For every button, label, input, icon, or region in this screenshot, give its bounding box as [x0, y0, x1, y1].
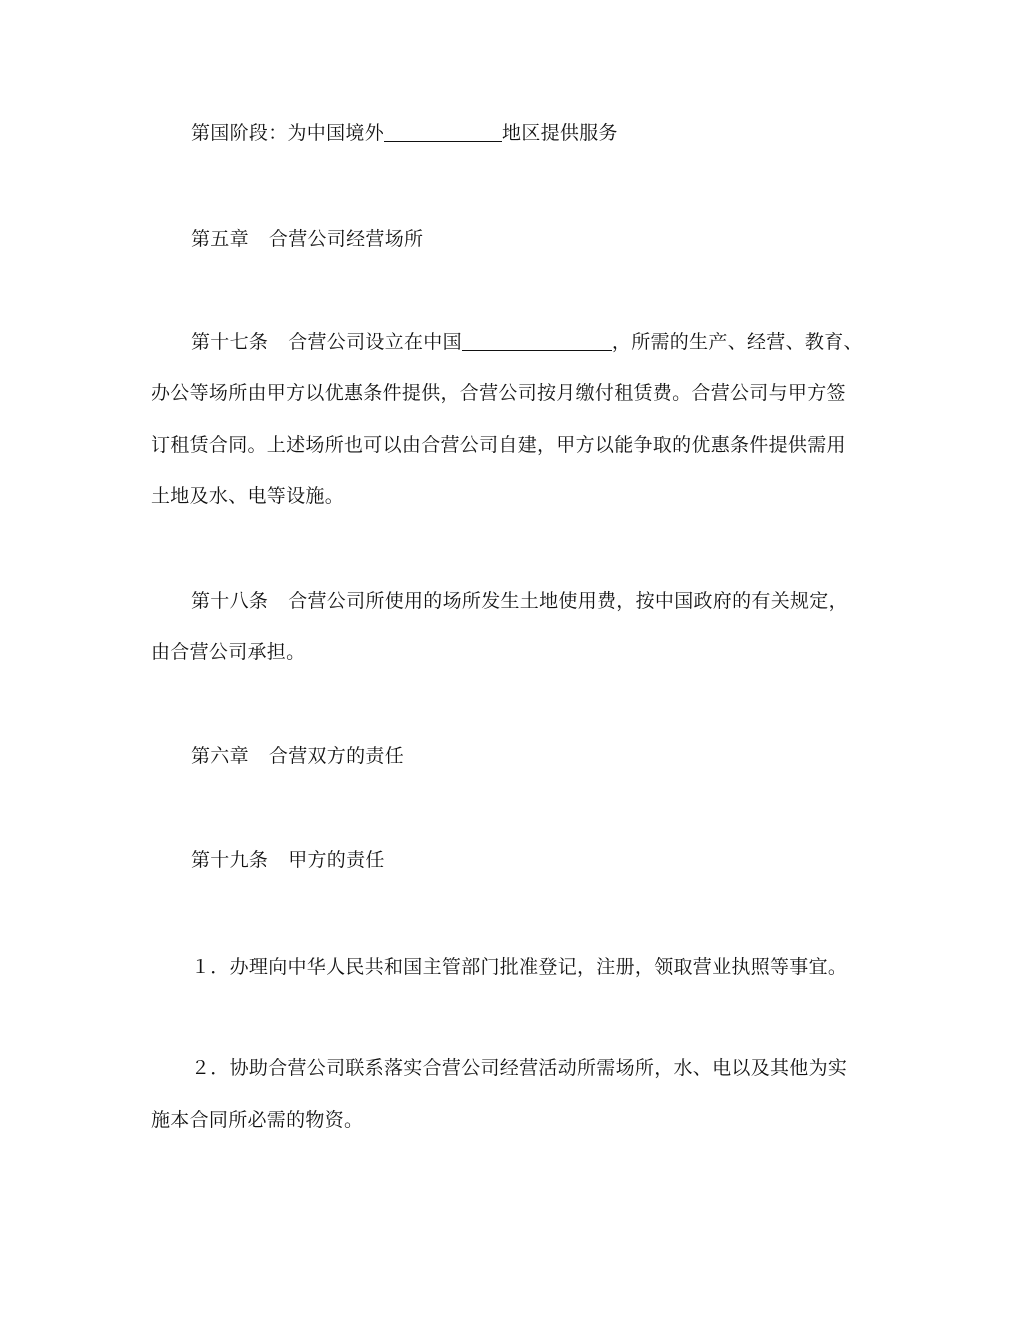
item-2-line-1	[191, 1056, 847, 1080]
article-17-text-after: ，所需的生产、经营、教育、	[611, 331, 863, 353]
article-18-line-1	[191, 589, 848, 613]
article-17-text-before: 合营公司设立在中国	[288, 331, 462, 353]
stage-four-prefix: 第国阶段：为中国境外	[191, 122, 385, 144]
item-1-text: 办理向中华人民共和国主管部门批准登记，注册，领取营业执照等事宜。	[229, 956, 848, 978]
chapter-six-title: 合营双方的责任	[268, 745, 405, 767]
stage-four-line	[191, 121, 618, 145]
article-19-title: 甲方的责任	[288, 849, 385, 871]
item-2-line-2: 施本合同所必需的物资。	[151, 1109, 364, 1131]
location-blank	[462, 330, 612, 351]
article-17-line-4: 土地及水、电等设施。	[151, 485, 345, 507]
region-blank	[384, 121, 502, 142]
article-18-text: 合营公司所使用的场所发生土地使用费，按中国政府的有关规定，	[288, 590, 848, 612]
stage-four-suffix: 地区提供服务	[502, 122, 618, 144]
item-2-number: ２．	[191, 1057, 230, 1079]
chapter-six-number: 第六章	[191, 745, 249, 767]
chapter-five-number: 第五章	[191, 228, 249, 250]
article-17-line-3: 订租赁合同。上述场所也可以由合营公司自建，甲方以能争取的优惠条件提供需用	[151, 434, 846, 456]
article-19-number: 第十九条	[191, 849, 269, 871]
article-18-line-2: 由合营公司承担。	[151, 641, 306, 663]
article-18-number: 第十八条	[191, 590, 269, 612]
article-19-heading	[191, 848, 385, 872]
article-17-line-2: 办公等场所由甲方以优惠条件提供，合营公司按月缴付租赁费。合营公司与甲方签	[151, 382, 846, 404]
chapter-five-heading	[191, 227, 423, 251]
item-1-number: １．	[191, 956, 230, 978]
article-17-number: 第十七条	[191, 331, 269, 353]
article-17-line-1	[191, 330, 863, 354]
item-2-text: 协助合营公司联系落实合营公司经营活动所需场所，水、电以及其他为实	[229, 1057, 848, 1079]
chapter-six-heading	[191, 744, 404, 768]
item-1	[191, 955, 847, 979]
chapter-five-title: 合营公司经营场所	[268, 228, 424, 250]
